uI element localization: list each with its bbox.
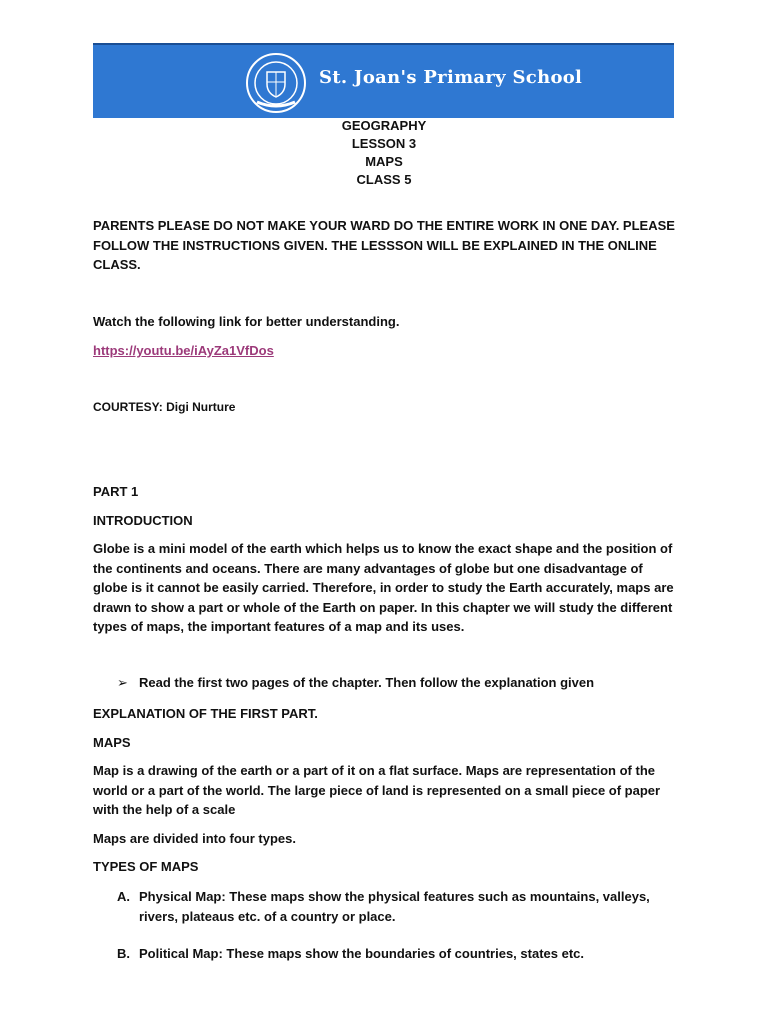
maps-title: MAPS xyxy=(93,735,131,750)
intro-paragraph: Globe is a mini model of the earth which helps us to know the exact shape and the position of the continents and oceans. There are many advantages of globe but one disadvantage of globe is it cannot be easily carried. Therefore, in order to study the Earth accurately, maps are drawn to show a part or whole of the Earth on paper. In this chapter we will study the different types of maps, the important features of a map and its uses. xyxy=(93,541,674,634)
bullet-text: Read the first two pages of the chapter. Then follow the explanation given xyxy=(139,675,595,690)
watch-instruction: Watch the following link for better understanding. xyxy=(93,314,400,329)
school-seal-icon xyxy=(245,52,307,114)
school-name: St. Joan's Primary School xyxy=(319,67,583,88)
bullet-item xyxy=(117,675,594,691)
list-item xyxy=(117,887,677,926)
arrow-bullet-icon: ➢ xyxy=(117,675,128,690)
video-link-row xyxy=(93,341,678,361)
list-letter: A. xyxy=(117,889,130,904)
maps-types-line: Maps are divided into four types. xyxy=(93,831,296,846)
explanation-title: EXPLANATION OF THE FIRST PART. xyxy=(93,706,318,721)
intro-title: INTRODUCTION xyxy=(93,513,193,528)
list-item-text: Political Map: These maps show the boundaries of countries, states etc. xyxy=(139,946,584,961)
topic-title: MAPS xyxy=(365,154,403,169)
parent-notice: PARENTS PLEASE DO NOT MAKE YOUR WARD DO THE ENTIRE WORK IN ONE DAY. PLEASE FOLLOW THE INSTRUCTIONS GIVEN. THE LESSSON WILL BE EXPLAINED IN THE ONLINE CLASS. xyxy=(93,218,675,272)
lesson-heading xyxy=(0,117,768,189)
lesson-number: LESSON 3 xyxy=(351,136,417,151)
school-banner xyxy=(93,43,674,118)
subject-title: GEOGRAPHY xyxy=(341,118,427,133)
class-label: CLASS 5 xyxy=(356,172,412,187)
part-label: PART 1 xyxy=(93,484,139,499)
courtesy-line: COURTESY: Digi Nurture xyxy=(93,400,236,414)
list-letter: B. xyxy=(117,946,130,961)
video-link[interactable]: https://youtu.be/iAyZa1VfDos xyxy=(93,343,274,358)
list-item-text: Physical Map: These maps show the physical features such as mountains, valleys, rivers, plateaus etc. of a country or place. xyxy=(139,889,650,924)
list-item xyxy=(117,944,677,964)
maps-paragraph: Map is a drawing of the earth or a part of it on a flat surface. Maps are representation of the world or a part of the world. The large piece of land is represented on a small piece of paper with the help of a scale xyxy=(93,763,661,817)
types-title: TYPES OF MAPS xyxy=(93,859,199,874)
